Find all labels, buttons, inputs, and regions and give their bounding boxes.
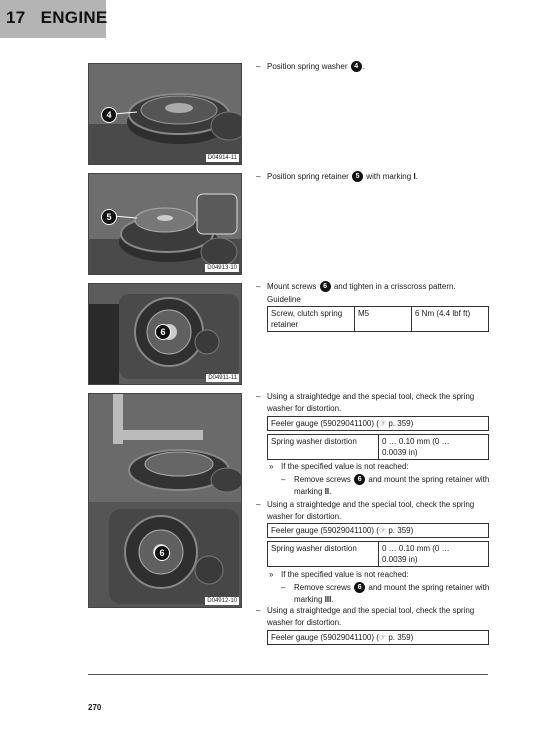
table-cell: Screw, clutch spring retainer xyxy=(268,307,355,332)
chapter-title: 17 ENGINE xyxy=(6,8,108,27)
step-dash: – xyxy=(256,282,261,291)
callout-ref: 5 xyxy=(352,171,363,182)
sub-step-text: Remove screws 6 and mount the spring retainer with marking II. xyxy=(294,475,490,496)
photo-spring-retainer xyxy=(88,173,242,275)
table-cell: 0 … 0.10 mm (0 … 0.0039 in) xyxy=(379,435,489,460)
step-dash: – xyxy=(256,606,261,615)
table-cell: M5 xyxy=(355,307,412,332)
page-ref-icon: ☞ xyxy=(378,526,387,535)
torque-table xyxy=(267,306,489,332)
sub-step-dash: – xyxy=(281,583,286,592)
tool-reference: Feeler gauge (59029041100) (☞ p. 359) xyxy=(267,416,489,431)
step-3-text: Mount screws 6 and tighten in a crisscross pattern. xyxy=(267,282,456,291)
table-cell: 6 Nm (4.4 lbf ft) xyxy=(412,307,489,332)
tool-reference: Feeler gauge (59029041100) (☞ p. 359) xyxy=(267,523,489,538)
image-code: D04911-11 xyxy=(208,375,237,381)
clutch-illustration xyxy=(89,394,242,608)
spec-table xyxy=(267,434,489,460)
photo-check-distortion xyxy=(88,393,242,608)
spec-table xyxy=(267,541,489,567)
page-ref-icon: ☞ xyxy=(378,633,387,642)
footer-divider xyxy=(88,674,488,675)
table-cell: Spring washer distortion xyxy=(268,435,379,460)
guideline-label: Guideline xyxy=(267,295,301,304)
page-ref-icon: ☞ xyxy=(378,419,387,428)
callout-6: 6 xyxy=(154,545,170,561)
condition-text: If the specified value is not reached: xyxy=(281,462,409,471)
condition-text: If the specified value is not reached: xyxy=(281,570,409,579)
table-cell: 0 … 0.10 mm (0 … 0.0039 in) xyxy=(379,542,489,567)
callout-ref: 6 xyxy=(354,582,365,593)
callout-5: 5 xyxy=(101,209,117,225)
page-number: 270 xyxy=(88,703,102,712)
callout-ref: 6 xyxy=(354,474,365,485)
photo-spring-washer xyxy=(88,63,242,165)
callout-ref: 6 xyxy=(320,281,331,292)
condition-marker: » xyxy=(269,570,274,579)
step-6-text: Using a straightedge and the special tool, check the spring washer for distortion. xyxy=(267,606,475,627)
step-dash: – xyxy=(256,392,261,401)
step-dash: – xyxy=(256,500,261,509)
clutch-illustration xyxy=(89,174,242,275)
step-5-text: Using a straightedge and the special tool, check the spring washer for distortion. xyxy=(267,500,475,521)
condition-marker: » xyxy=(269,462,274,471)
chapter-header xyxy=(0,0,106,38)
sub-step-dash: – xyxy=(281,475,286,484)
sub-step-text: Remove screws 6 and mount the spring retainer with marking III. xyxy=(294,583,490,604)
callout-6: 6 xyxy=(155,324,171,340)
step-2-text: Position spring retainer 5 with marking I. xyxy=(267,172,418,181)
callout-ref: 4 xyxy=(351,61,362,72)
image-code: D04914-11 xyxy=(207,155,237,161)
table-cell: Spring washer distortion xyxy=(268,542,379,567)
step-1-text: Position spring washer 4 . xyxy=(267,62,365,71)
step-dash: – xyxy=(256,62,261,71)
step-4-text: Using a straightedge and the special tool, check the spring washer for distortion. xyxy=(267,392,475,413)
image-code: D04913-10 xyxy=(207,265,237,271)
tool-reference: Feeler gauge (59029041100) (☞ p. 359) xyxy=(267,630,489,645)
photo-mount-screws xyxy=(88,283,242,385)
callout-4: 4 xyxy=(101,107,117,123)
step-dash: – xyxy=(256,172,261,181)
image-code: D04912-10 xyxy=(207,598,237,604)
